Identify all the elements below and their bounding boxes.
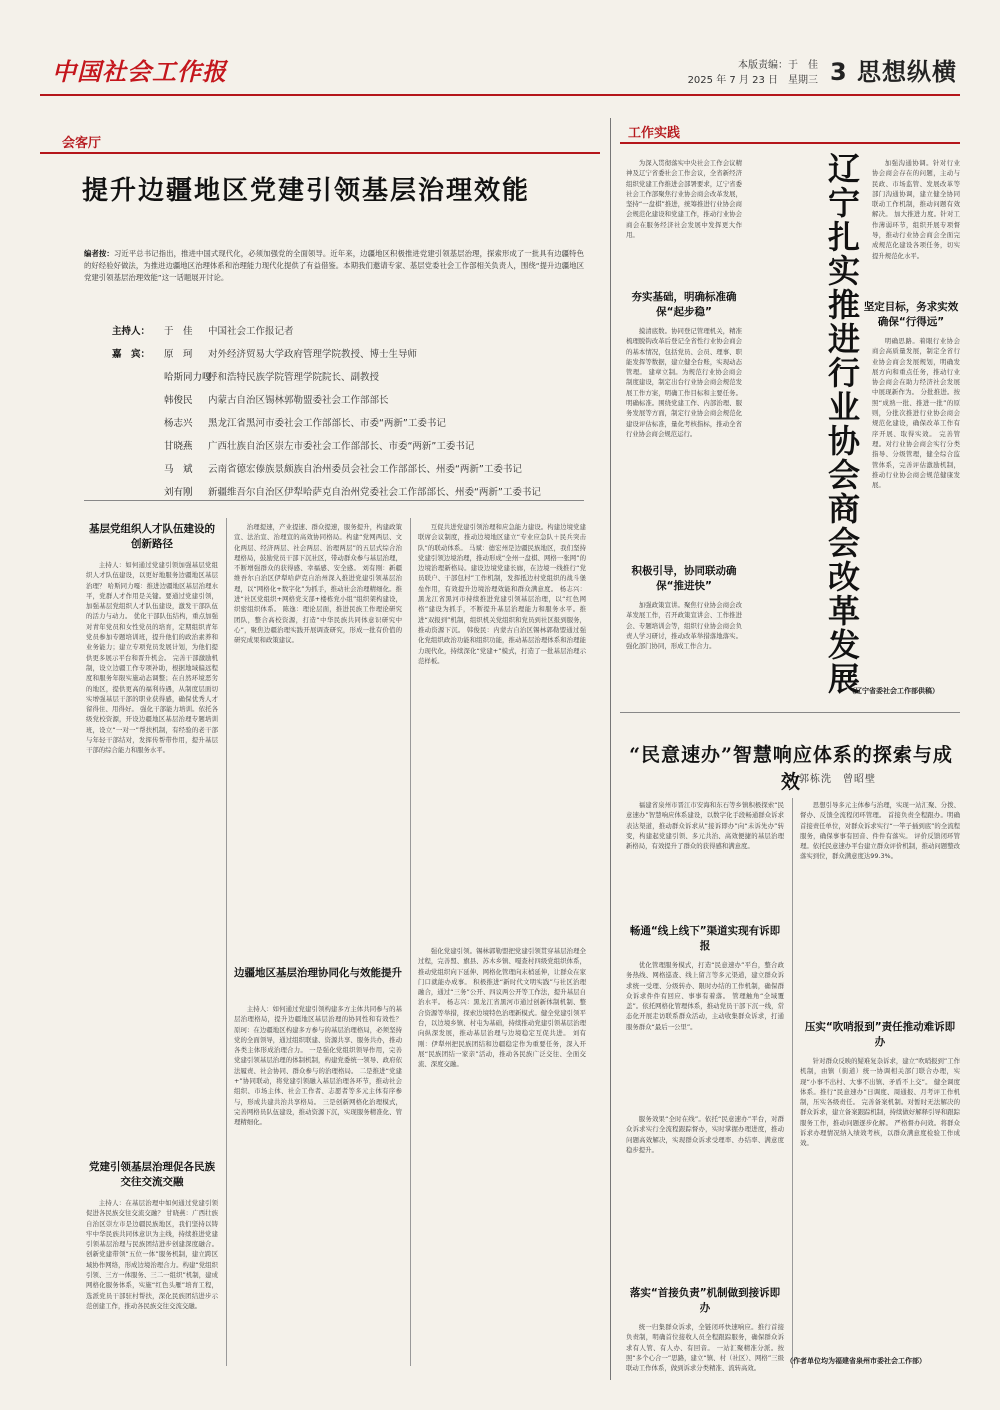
guest-row	[112, 412, 582, 435]
page-editor: 本版责编：于 佳	[738, 60, 818, 71]
host-row	[112, 320, 582, 343]
page-number-section: 3 思想纵横	[830, 58, 958, 86]
guest-title: 呼和浩特民族学院管理学院院长、副教授	[208, 372, 380, 383]
minyi-credit: （作者单位均为福建省泉州市委社会工作部）	[786, 1357, 926, 1365]
minyi-subhead-2: 落实“首接负责”机制做到接诉即办	[629, 1287, 781, 1314]
paragraph: 服务效果“全时在线”。依托“民意速办”平台，对群众诉求实行全流程跟踪督办，实时掌握办理进度，推动问题高效解决，实现群众诉求受理率、办结率、满意度稳步提升。	[626, 1115, 784, 1154]
paragraph: 摸清底数。协同登记管理机关，精准梳理脱钩改革后登记全省性行业协会商会的基本情况，包括党员、会员、理事、职能发挥等数据，建立健全台账，实现动态管理。 建章立制。为规范行业协会商会制度建设，制定出台行业协会商会规范发展工作方案，明确工作目标和主要任务。 明确标准。围绕党建工作、内部治理、服务发展等方面，制定行业协会商会规范化建设评估标准，量化考核指标，推动全省行业协会商会规范运行。	[626, 327, 742, 438]
minyi-col-3	[626, 1322, 784, 1373]
guest-row	[112, 435, 582, 458]
guest-row	[112, 343, 582, 366]
guest-name: 哈斯同力嘎	[164, 372, 212, 383]
liaoning-col-1	[626, 326, 742, 556]
forum-col-2b	[234, 1004, 402, 1366]
liaoning-subhead-3: 坚定目标，务求实效确保“行得远”	[863, 301, 959, 328]
guest-name: 杨志兴	[164, 418, 193, 429]
forum-col-1a	[86, 560, 218, 1150]
guest-row	[112, 458, 582, 481]
minyi-col-2	[626, 1114, 784, 1284]
host-title: 中国社会工作报记者	[208, 326, 294, 337]
forum-top-rule	[40, 152, 600, 154]
minyi-col-1	[626, 960, 784, 1110]
liaoning-col-3	[872, 158, 960, 290]
guest-name: 甘晓燕	[164, 441, 193, 452]
column-rule	[226, 518, 227, 1366]
host-role-label: 主持人：	[112, 326, 151, 337]
forum-subhead-1: 基层党组织人才队伍建设的创新路径	[89, 523, 215, 550]
paragraph: 治理提速，产业提速、群众提速，服务提升，构建政策宣、法治宣、治理宣的高效协同格局。构建“党网两层、文化两层、经济两层、社会两层、治理两层”的五层式综合治理格局，鼓励党员干部下沉社区，带动群众参与基层治理，不断增强群众的获得感、幸福感、安全感。 刘有刚：新疆维吾尔自治区伊犁哈萨克自治州深入推进党建引领基层治理，以“网格化+数字化”为抓手，推动社会治理精细化。推进“社区党组织+网格党支部+楼栋党小组”组织架构建设，织密组织体系。 陈逸：理论层面，推进民族工作理论研究团队，整合高校资源，打造“中华民族共同体意识研究中心”，聚焦边疆治理实践开展调查研究，形成一批有价值的研究成果和政策建议。	[234, 523, 402, 645]
guest-row	[112, 366, 582, 389]
section-label-forum: 会客厅	[62, 136, 102, 151]
guest-name: 韩俊民	[164, 395, 193, 406]
paragraph: 加强沟通协调。针对行业协会商会存在的问题，主动与民政、市场监管、发展改革等部门沟通协调，建立健全协同联动工作机制，推动问题有效解决。 加大推进力度。针对工作薄弱环节，组织开展专项督导，推动行业协会商会全面完成规范化建设各项任务，切实提升规范化水平。	[872, 159, 960, 260]
guest-name: 马 斌	[164, 464, 193, 475]
paragraph: 主持人：在基层治理中如何通过党建引领促进各民族交往交流交融？ 甘晓燕：广西壮族自治区崇左市是边疆民族地区，我们坚持以铸牢中华民族共同体意识为主线，持续推进党建引领基层治理与民族团结进步创建深度融合。 创新党建带领“五位一体”服务机制，建立跨区域协作网络，形成边境治理合力。构建“党组织引领、三方一体服务、三二一组织”机制，建成网格化服务体系，实施“红色头雁”培育工程，选派党员干部驻村帮扶，深化民族团结进步示范创建工作，推动各民族交往交流交融。	[86, 1199, 218, 1310]
guest-title: 广西壮族自治区崇左市委社会工作部部长、市委“两新”工委书记	[208, 441, 475, 452]
paragraph: 思想引导多元主体参与治理，实现一站汇聚、分拨、督办、反馈全流程闭环管理。 首接负责全程跟办。明确首接责任单位，对群众诉求实行“一竿子插到底”的全流程服务，确保事事有回音、件件有落实。 评价反馈闭环管理。依托民意速办平台建立群众评价机制，推动问题整改落实到位，群众满意度达99.3%。	[800, 801, 960, 861]
column-rule	[792, 798, 793, 1368]
guest-role-label: 嘉 宾：	[112, 349, 151, 360]
newspaper-logo: 中国社会工作报	[52, 57, 227, 86]
paragraph: 强化党建引领。锡林郭勒盟把党建引领贯穿基层治理全过程，完善盟、旗县、苏木乡镇、嘎查村四级党组织体系，推动党组织向下延伸、网格化管理向末梢延伸，让群众在家门口就能办成事。 积极推进“新时代文明实践”与社区治理融合，通过“三务”公开、四议两公开等工作法，提升基层自治水平。 杨志兴：黑龙江省黑河市通过创新体制机制、整合资源等举措，探索边境特色治理新模式。健全党建引领平台，以边境乡镇、村屯为基础，持续推动党建引领基层治理向纵深发展，推动基层治理与边境稳定互促共进。 刘有刚：伊犁州把民族团结和边疆稳定作为重要任务，深入开展“民族团结一家亲”活动，推动各民族广泛交往、全面交流、深度交融。	[418, 947, 586, 1069]
editor-note-text: 习近平总书记指出，推进中国式现代化，必须加强党的全面领导。近年来，边疆地区积极推进党建引领基层治理，探索形成了一批具有边疆特色的好经验好做法，为推进边疆地区治理体系和治理能力现代化提供了有益借鉴。本期我们邀请专家、基层党委社会工作部相关负责人，围绕“提升边疆地区党建引领基层治理效能”这一话题展开讨论。	[84, 249, 584, 282]
liaoning-title: 辽宁扎实推进行业协会商会改革发展	[823, 152, 861, 696]
paragraph: 主持人：如何通过党建引领加强基层党组织人才队伍建设，以更好地服务边疆地区基层治理？ 哈斯同力嘎：推进边疆地区基层治理水平，党群人才作用是关键。要通过党建引领，加强基层党组织人才队伍建设，激发干部队伍的活力与动力。 优化干部队伍结构，重点加强对青年党员和女性党员的培育，定期组织青年党员参加专题培训班，提升他们的政治素养和业务能力；建立专项党员发展计划，为他们提供更多展示平台和晋升机会。 完善干部激励机制，设立边疆工作专项补助，根据地域偏远程度和服务年限实施动态调整；在自然环境恶劣的地区，提供更高的福利待遇，从制度层面切实增强基层干部的职业获得感，确保优秀人才留得住、用得好。 强化干部能力培训。依托各级党校资源，开设边疆地区基层治理专题培训班，设立“一对一”帮扶机制，有经验的老干部与年轻干部结对，发挥传帮带作用，提升基层干部的综合能力和服务水平。	[86, 561, 218, 755]
liaoning-col-4	[872, 336, 960, 680]
forum-subhead-2: 党建引领基层治理促各民族交往交流交融	[89, 1161, 215, 1188]
guest-row	[112, 389, 582, 412]
masthead	[40, 40, 960, 96]
guest-title: 新疆维吾尔自治区伊犁哈萨克自治州党委社会工作部部长、州委“两新”工委书记	[208, 487, 541, 498]
paragraph: 明确思路。着眼行业协会商会高质量发展，制定全省行业协会商会发展规划，明确发展方向和重点任务，推动行业协会商会在助力经济社会发展中展现新作为。 分批推进。按照“成熟一批、推进一批”的原则，分批次推进行业协会商会规范化建设，确保改革工作有序开展、取得实效。 完善管理。对行业协会商会实行分类指导、分级管理，健全综合监管体系，完善评估激励机制，推动行业协会商会规范健康发展。	[872, 337, 960, 490]
minyi-authors: 郭栋洗 曾昭壁	[799, 774, 876, 785]
guest-title: 对外经济贸易大学政府管理学院教授、博士生导师	[208, 349, 418, 360]
minyi-col-5	[800, 1056, 960, 1352]
minyi-subhead-1: 畅通“线上线下”渠道实现有诉即报	[629, 925, 781, 952]
paragraph: 主持人：如何通过党建引领构建多方主体共同参与的基层治理格局，提升边疆地区基层治理的协同性和有效性？ 原珂：在边疆地区构建多方参与的基层治理格局，必须坚持党的全面领导，通过组织联建、资源共享、服务共办，推动各类主体形成治理合力。 一是强化党组织领导作用，完善党建引领基层治理的体制机制，构建党委统一领导、政府依法履责、社会协同、群众参与的治理格局。 二是推进“党建+”协同联动，将党建引领融入基层治理各环节，推动社会组织、市场主体、社会工作者、志愿者等多元主体有序参与，形成共建共治共享格局。 三是创新网格化治理模式，完善网格员队伍建设，推动资源下沉，实现服务精准化、管理精细化。	[234, 1005, 402, 1127]
practice-top-rule	[620, 142, 960, 144]
forum-col-1b	[86, 1198, 218, 1366]
guest-title: 内蒙古自治区锡林郭勒盟委社会工作部部长	[208, 395, 389, 406]
minyi-title: “民意速办”智慧响应体系的探索与成效	[629, 744, 953, 793]
forum-title: 提升边疆地区党建引领基层治理效能	[82, 176, 531, 206]
paragraph: 优化管理服务模式，打造“民意速办”平台，整合政务热线、网格巡查、线上留言等多元渠道，建立群众诉求统一受理、分级转办、限时办结的工作机制，确保群众诉求件件有回应、事事有着落。 管理触角“全域覆盖”。依托网格化管理体系，推动党员干部下沉一线，常态化开展走访联系群众活动，主动收集群众诉求，打通服务群众“最后一公里”。	[626, 961, 784, 1031]
paragraph: 为深入贯彻落实中央社会工作会议精神及辽宁省委社会工作会议，全省新经济组织党建工作推进会部署要求，辽宁省委社会工作部聚焦行业协会商会改革发展，坚持“一盘棋”推进，统筹推进行业协会商会规范化建设和党建工作，推动行业协会商会在服务经济社会发展中发挥更大作用。	[626, 159, 742, 240]
column-rule	[410, 518, 411, 1366]
forum-col-3b	[418, 946, 586, 1366]
paragraph: 针对群众反映的疑难复杂诉求，建立“吹哨报到”工作机制，由镇（街道）统一协调相关部门联合办理，实现“小事不出村、大事不出镇、矛盾不上交”。 健全调度体系。推行“民意速办”日调度、周通报、月考评工作机制，压实各级责任。 完善备案机制。对暂时无法解决的群众诉求，建立备案跟踪机制，持续做好解释引导和跟踪服务工作，推动问题逐步化解。 严格督办问效。将群众诉求办理情况纳入绩效考核，以群众满意度检验工作成效。	[800, 1057, 961, 1148]
forum-divider	[84, 500, 584, 501]
paragraph: 统一归集群众诉求，全链闭环快速响应。推行首接负责制，明确首位接收人员全程跟踪服务，确保群众诉求有人管、有人办、有回音。 一站汇聚精准分派。按照“多个心合一”思路，建立“镇、村（社区）、网格”三级联动工作体系，做到诉求分类精准、流转高效。	[626, 1323, 784, 1373]
minyi-col-4	[800, 800, 960, 1014]
issue-meta	[680, 58, 818, 88]
forum-subhead-3: 边疆地区基层治理协同化与效能提升	[234, 967, 402, 979]
guest-name: 原 珂	[164, 349, 193, 360]
paragraph: 互促共进党建引领治理和应急能力建设。构建边境党建联席会议制度，推动边境地区建立“专业应急队＋民兵突击队”的联动体系。 马斌：德宏州是边疆民族地区，我们坚持党建引领边境治理，推动形成“全州一盘棋、网格一张网”的边境治理新格局。建设边境党建长廊，在边境一线推行“党员联户、干部包村”工作机制，发挥抵边村党组织的战斗堡垒作用，有效提升边境治理效能和群众满意度。 杨志兴：黑龙江省黑河市持续推进党建引领基层治理，以“红色网格”建设为抓手，不断提升基层治理能力和服务水平。推进“双报到”机制，组织机关党组织和党员到社区报到服务，推动资源下沉。 韩俊民：内蒙古自治区锡林郭勒盟通过强化党组织政治功能和组织功能，推动基层治理体系和治理能力现代化，持续深化“党建+”模式，打造了一批基层治理示范样板。	[418, 523, 586, 665]
liaoning-subhead-1: 夯实基础，明确标准确保“起步稳”	[631, 291, 737, 318]
minyi-intro	[626, 800, 784, 918]
liaoning-credit: （辽宁省委社会工作部供稿）	[848, 687, 939, 695]
editor-note	[84, 248, 584, 283]
liaoning-intro	[626, 158, 742, 282]
issue-date: 2025 年 7 月 23 日 星期三	[687, 75, 818, 86]
practice-divider	[620, 712, 960, 713]
participants-list	[112, 320, 582, 504]
editor-note-label: 编者按：	[84, 249, 114, 258]
liaoning-col-2	[626, 600, 742, 700]
guest-title: 黑龙江省黑河市委社会工作部部长、市委“两新”工委书记	[208, 418, 446, 429]
guest-title: 云南省德宏傣族景颇族自治州委员会社会工作部部长、州委“两新”工委书记	[208, 464, 522, 475]
section-label-practice: 工作实践	[628, 126, 681, 141]
liaoning-subhead-2: 积极引导，协同联动确保“推进快”	[631, 565, 737, 592]
paragraph: 福建省泉州市晋江市安海和东石等乡镇积极探索“民意速办”智慧响应体系建设，以数字化手段畅通群众诉求表达渠道，推动群众诉求从“接诉即办”向“未诉先办”转变，构建起党建引领、多元共治、高效便捷的基层治理新格局，有效提升了群众的获得感和满意度。	[626, 801, 784, 851]
guest-name: 刘有刚	[164, 487, 193, 498]
host-name: 于 佳	[164, 326, 193, 337]
minyi-subhead-3: 压实“吹哨报到”责任推动难诉即办	[804, 1021, 956, 1048]
forum-col-2a	[234, 522, 402, 954]
forum-col-3a	[418, 522, 586, 942]
paragraph: 加强政策宣讲。聚焦行业协会商会改革发展工作，召开政策宣讲会、工作推进会、专题培训会等，组织行业协会商会负责人学习研讨，推动改革举措落地落实。强化部门协同，形成工作合力。	[626, 601, 742, 651]
page-column-separator	[610, 118, 611, 1380]
